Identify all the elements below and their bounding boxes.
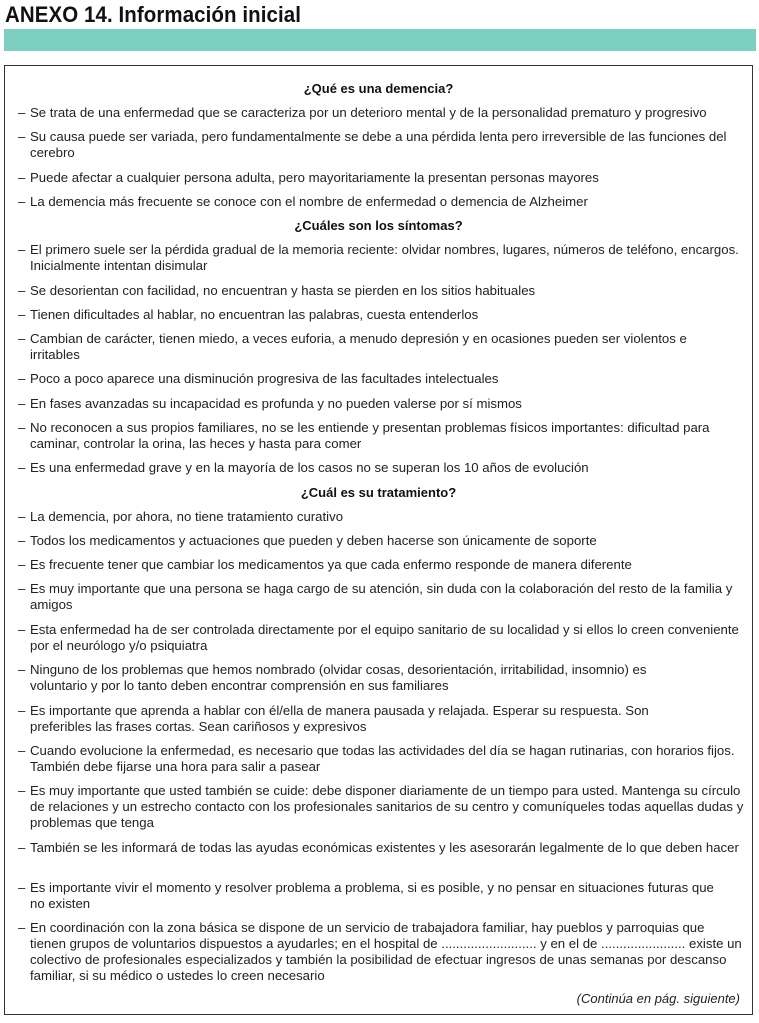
bullet-dash: –	[18, 622, 26, 637]
continuation-note: (Continúa en pág. siguiente)	[576, 991, 740, 1006]
list-item: – Tienen dificultades al hablar, no encuentran las palabras, cuesta entenderlos	[18, 307, 479, 322]
list-item: – Es muy importante que usted también se cuide: debe disponer diariamente de un tiempo para usted. Mantenga su círculo de relaciones y un estrecho contacto con los profesionales sanitarios de su centro y comuníqueles todas aquellas dudas y problemas que tenga	[18, 783, 744, 830]
list-item: – Es importante vivir el momento y resolver problema a problema, si es posible, y no pensar en situaciones futuras que no existen	[18, 880, 714, 911]
list-item: – Es importante que aprenda a hablar con él/ella de manera pausada y relajada. Esperar su respuesta. Son preferibles las frases cortas. Sean cariñosos y expresivos	[18, 703, 649, 734]
bullet-dash: –	[18, 194, 26, 209]
bullet-dash: –	[18, 662, 26, 677]
bullet-dash: –	[18, 307, 26, 322]
bullet-dash: –	[18, 331, 26, 346]
list-item: – Poco a poco aparece una disminución progresiva de las facultades intelectuales	[18, 371, 499, 386]
bullet-dash: –	[18, 533, 26, 548]
bullet-dash: –	[18, 371, 26, 386]
bullet-dash: –	[18, 581, 26, 596]
bullet-dash: –	[18, 743, 26, 758]
list-item: – Esta enfermedad ha de ser controlada directamente por el equipo sanitario de su localidad y si ellos lo creen conveniente por el neurólogo y/o psiquiatra	[18, 622, 739, 653]
bullet-dash: –	[18, 460, 26, 475]
list-item: – Es muy importante que una persona se haga cargo de su atención, sin duda con la colaboración del resto de la familia y amigos	[18, 581, 733, 612]
bullet-dash: –	[18, 242, 26, 257]
list-item: – Ninguno de los problemas que hemos nombrado (olvidar cosas, desorientación, irritabilidad, insomnio) es voluntario y por lo tanto deben encontrar comprensión en sus familiares	[18, 662, 647, 693]
bullet-dash: –	[18, 703, 26, 718]
list-item: – Se desorientan con facilidad, no encuentran y hasta se pierden en los sitios habituales	[18, 283, 536, 298]
bullet-dash: –	[18, 129, 26, 144]
list-item: – La demencia, por ahora, no tiene tratamiento curativo	[18, 509, 344, 524]
list-item: – Cuando evolucione la enfermedad, es necesario que todas las actividades del día se hagan rutinarias, con horarios fijos. También debe fijarse una hora para salir a pasear	[18, 743, 735, 774]
list-item: – El primero suele ser la pérdida gradual de la memoria reciente: olvidar nombres, lugares, números de teléfono, encargos. Inicialmente intentan disimular	[18, 242, 739, 273]
list-item: – También se les informará de todas las ayudas económicas existentes y les asesorarán legalmente de lo que deben hacer	[18, 840, 739, 855]
bullet-dash: –	[18, 509, 26, 524]
section-heading-dementia: ¿Qué es una demencia?	[303, 81, 454, 96]
list-item: – Todos los medicamentos y actuaciones que pueden y deben hacerse son únicamente de soporte	[18, 533, 597, 548]
list-item: – Es frecuente tener que cambiar los medicamentos ya que cada enfermo responde de manera diferente	[18, 557, 632, 572]
list-item: – Cambian de carácter, tienen miedo, a veces euforia, a menudo depresión y en ocasiones pueden ser violentos e irritables	[18, 331, 687, 362]
list-item: – En fases avanzadas su incapacidad es profunda y no pueden valerse por sí mismos	[18, 396, 522, 411]
bullet-dash: –	[18, 557, 26, 572]
list-item: – La demencia más frecuente se conoce con el nombre de enfermedad o demencia de Alzheimer	[18, 194, 588, 209]
list-item: – En coordinación con la zona básica se dispone de un servicio de trabajadora familiar, hay pueblos y parroquias que tienen grupos de voluntarios dispuestos a ayudarles; en el hospital de .......................... y en el de ....................... existe un colectivo de profesionales especializados y también la posibilidad de efectuar ingresos de unas semanas por descanso familiar, si su médico o ustedes lo creen necesario	[18, 920, 742, 983]
bullet-dash: –	[18, 783, 26, 798]
list-item: – No reconocen a sus propios familiares, no se les entiende y presentan problemas físicos importantes: dificultad para caminar, controlar la orina, las heces y hasta para comer	[18, 420, 710, 451]
bullet-dash: –	[18, 880, 26, 895]
bullet-dash: –	[18, 105, 26, 120]
bullet-dash: –	[18, 170, 26, 185]
page-title: ANEXO 14. Información inicial	[5, 2, 302, 27]
info-box	[4, 65, 753, 1015]
list-item: – Puede afectar a cualquier persona adulta, pero mayoritariamente la presentan personas mayores	[18, 170, 599, 185]
section-heading-symptoms: ¿Cuáles son los síntomas?	[294, 218, 463, 233]
bullet-dash: –	[18, 420, 26, 435]
section-heading-treatment: ¿Cuál es su tratamiento?	[300, 485, 457, 500]
bullet-dash: –	[18, 920, 26, 935]
list-item: – Es una enfermedad grave y en la mayoría de los casos no se superan los 10 años de evolución	[18, 460, 589, 475]
bullet-dash: –	[18, 283, 26, 298]
bullet-dash: –	[18, 396, 26, 411]
title-accent-bar	[4, 29, 756, 51]
list-item: – Se trata de una enfermedad que se caracteriza por un deterioro mental y de la personalidad prematuro y progresivo	[18, 105, 707, 120]
list-item: – Su causa puede ser variada, pero fundamentalmente se debe a una pérdida lenta pero irreversible de las funciones del cerebro	[18, 129, 727, 160]
bullet-dash: –	[18, 840, 26, 855]
